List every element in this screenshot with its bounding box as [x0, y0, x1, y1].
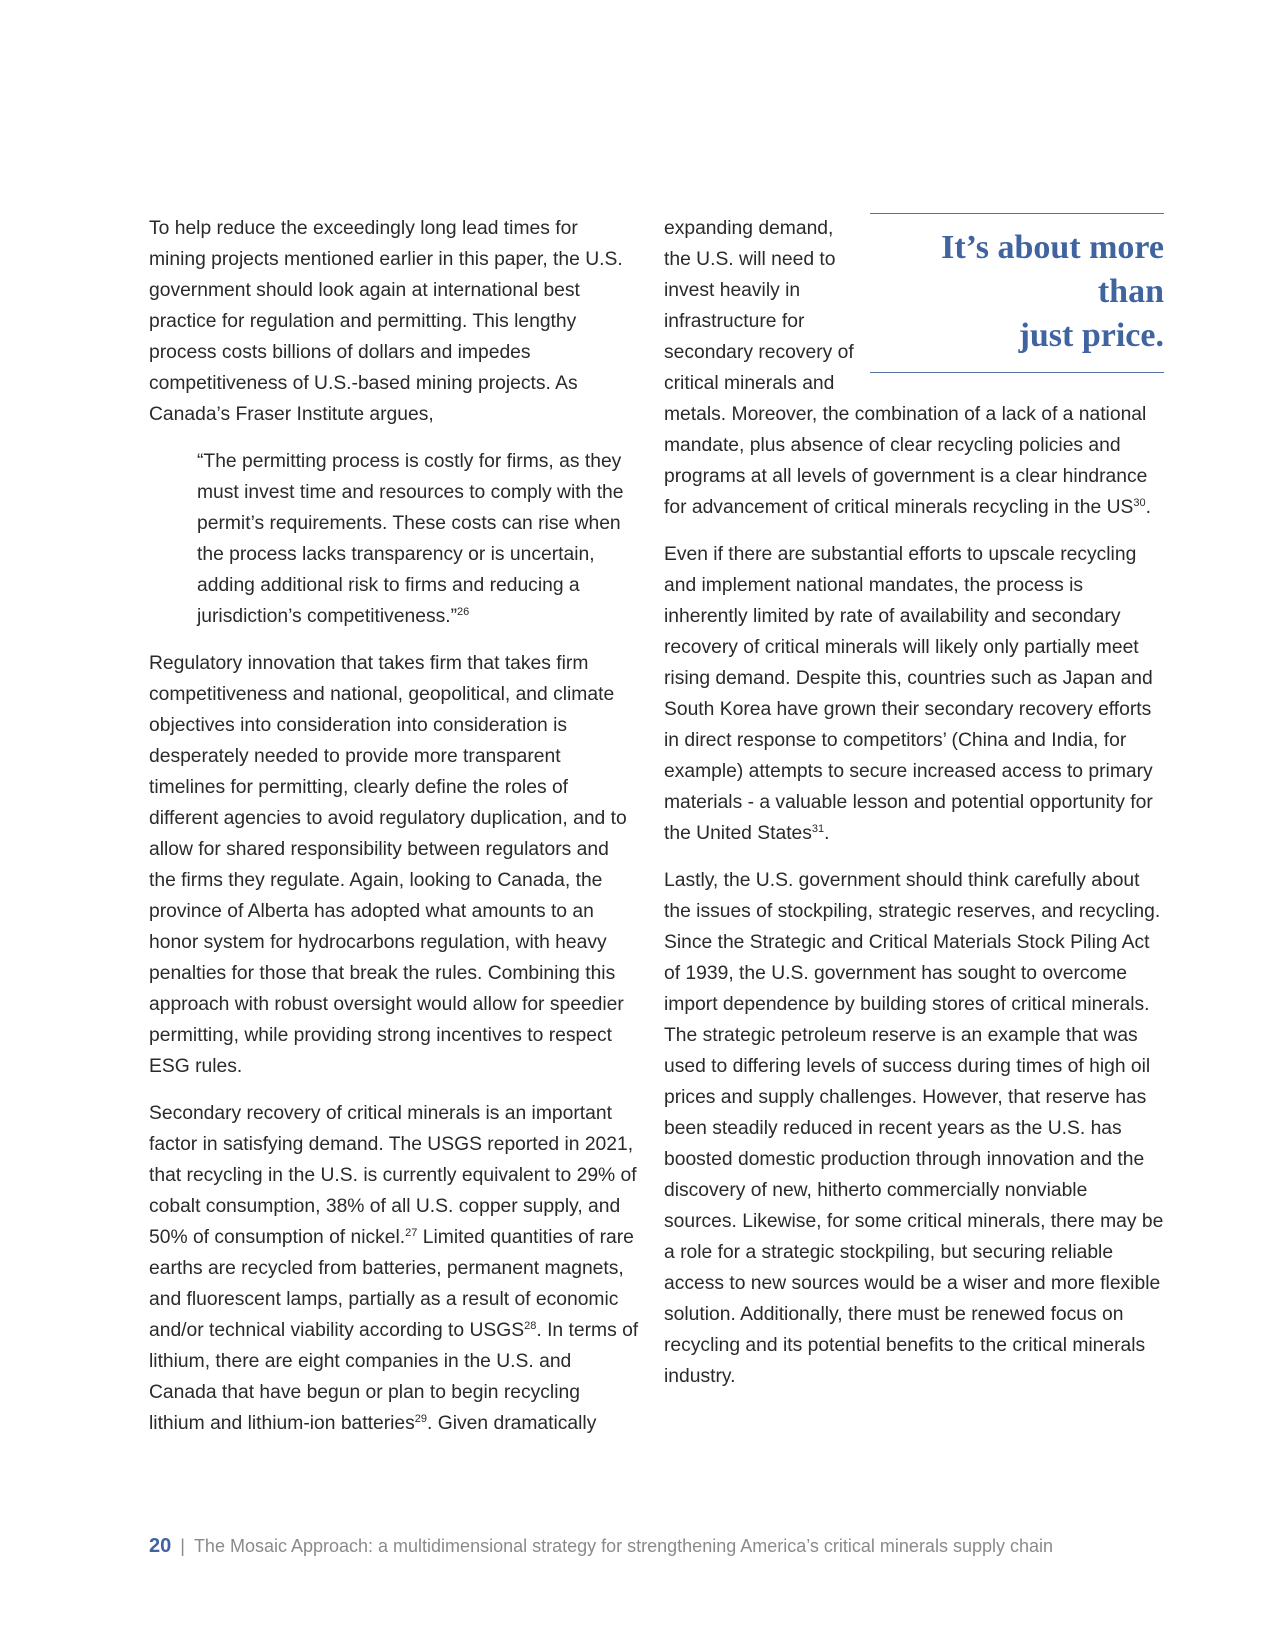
text-segment: Secondary recovery of critical minerals is an important factor in satisfying demand. The USGS reported in 2021, that recycling in the U.S. is currently equivalent to 29% of cobalt consumption, 38% of all U.S. copper supply, and 50% of consumption of nickel. [149, 1103, 637, 1248]
text-segment: Limited quantities of rare earths are recycled from batteries, permanent magnets, and fluorescent lamps, partially as a result of economic and/or technical viability according to USGS [149, 1227, 634, 1341]
footnote-ref-27: 27 [405, 1227, 418, 1239]
text-segment: . In terms of lithium, there are eight companies in the U.S. and Canada that have begun or plan to begin recycling lithium and lithium-ion batteries [149, 1320, 639, 1434]
paragraph-permitting-intro: To help reduce the exceedingly long lead times for mining projects mentioned earlier in this paper, the U.S. government should look again at international best practice for regulation and permitting. This lengthy process costs billions of dollars and impedes competitiveness of U.S.-based mining projects. As Canada’s Fraser Institute argues, [149, 218, 623, 425]
page-footer [149, 1535, 1053, 1558]
text-segment: expanding demand, the U.S. will need to invest heavily in infrastructure for secondary recovery of critical minerals and metals. Moreover, the combination of a lack of a national mandate, plus absence of clear recycling policies and programs at all levels of government is a clear hindrance for advancement of critical minerals recycling in the US [664, 218, 1148, 518]
paragraph-regulatory-innovation: Regulatory innovation that takes firm that takes firm competitiveness and national, geopolitical, and climate objectives into consideration into consideration is desperately needed to provide more transparent timelines for permitting, clearly define the roles of different agencies to avoid regulatory duplication, and to allow for shared responsibility between regulators and the firms they regulate. Again, looking to Canada, the province of Alberta has adopted what amounts to an honor system for hydrocarbons regulation, with heavy penalties for those that break the rules. Combining this approach with robust oversight would allow for speedier permitting, while providing strong incentives to respect ESG rules. [149, 653, 627, 1077]
paragraph-secondary-recovery [149, 1098, 639, 1439]
right-column [664, 213, 1164, 1408]
footnote-ref-31: 31 [811, 823, 825, 835]
text-segment: Even if there are substantial efforts to upscale recycling and implement national mandates, the process is inherently limited by rate of availability and secondary recovery of critical minerals will likely only partially meet rising demand. Despite this, countries such as Japan and South Korea have grown their secondary recovery efforts in direct response to competitors’ (China and India, for example) attempts to secure increased access to primary materials - a valuable lesson and potential opportunity for the United States [664, 544, 1153, 844]
text-segment: . [1145, 497, 1151, 518]
paragraph-stockpiling: Lastly, the U.S. government should think carefully about the issues of stockpiling, strategic reserves, and recycling. Since the Strategic and Critical Materials Stock Piling Act of 1939, the U.S. government has sought to overcome import dependence by building stores of critical minerals. The strategic petroleum reserve is an example that was used to differing levels of success during times of high oil prices and supply challenges. However, that reserve has been steadily reduced in recent years as the U.S. has boosted domestic production through innovation and the discovery of new, hitherto commercially nonviable sources. Likewise, for some critical minerals, there may be a role for a strategic stockpiling, but securing reliable access to new sources would be a wiser and more flexible solution. Additionally, there must be renewed focus on recycling and its potential benefits to the critical minerals industry. [664, 870, 1164, 1387]
pull-quote-line-1: It’s about more than [941, 229, 1164, 310]
fraser-institute-quote [149, 446, 639, 632]
left-column [149, 213, 639, 1455]
footnote-ref-29: 29 [414, 1413, 428, 1425]
footnote-ref-28: 28 [524, 1320, 537, 1332]
document-title: The Mosaic Approach: a multidimensional strategy for strengthening America’s critical minerals supply chain [193, 1536, 1054, 1556]
text-segment: . Given dramatically [427, 1413, 597, 1434]
footer-separator: | [180, 1536, 185, 1556]
paragraph-upscale-recycling [664, 539, 1164, 849]
quote-text: “The permitting process is costly for firms, as they must invest time and resources to comply with the permit’s requirements. These costs can rise when the process lacks transparency or is uncertain, adding additional risk to firms and reducing a jurisdiction’s competitiveness.” [197, 451, 624, 627]
footnote-ref-26: 26 [457, 606, 470, 618]
page-number: 20 [149, 1535, 172, 1557]
pull-quote [870, 213, 1164, 373]
pull-quote-line-2: just price. [1018, 317, 1164, 354]
text-segment: . [824, 823, 830, 844]
footnote-ref-30: 30 [1133, 497, 1146, 509]
